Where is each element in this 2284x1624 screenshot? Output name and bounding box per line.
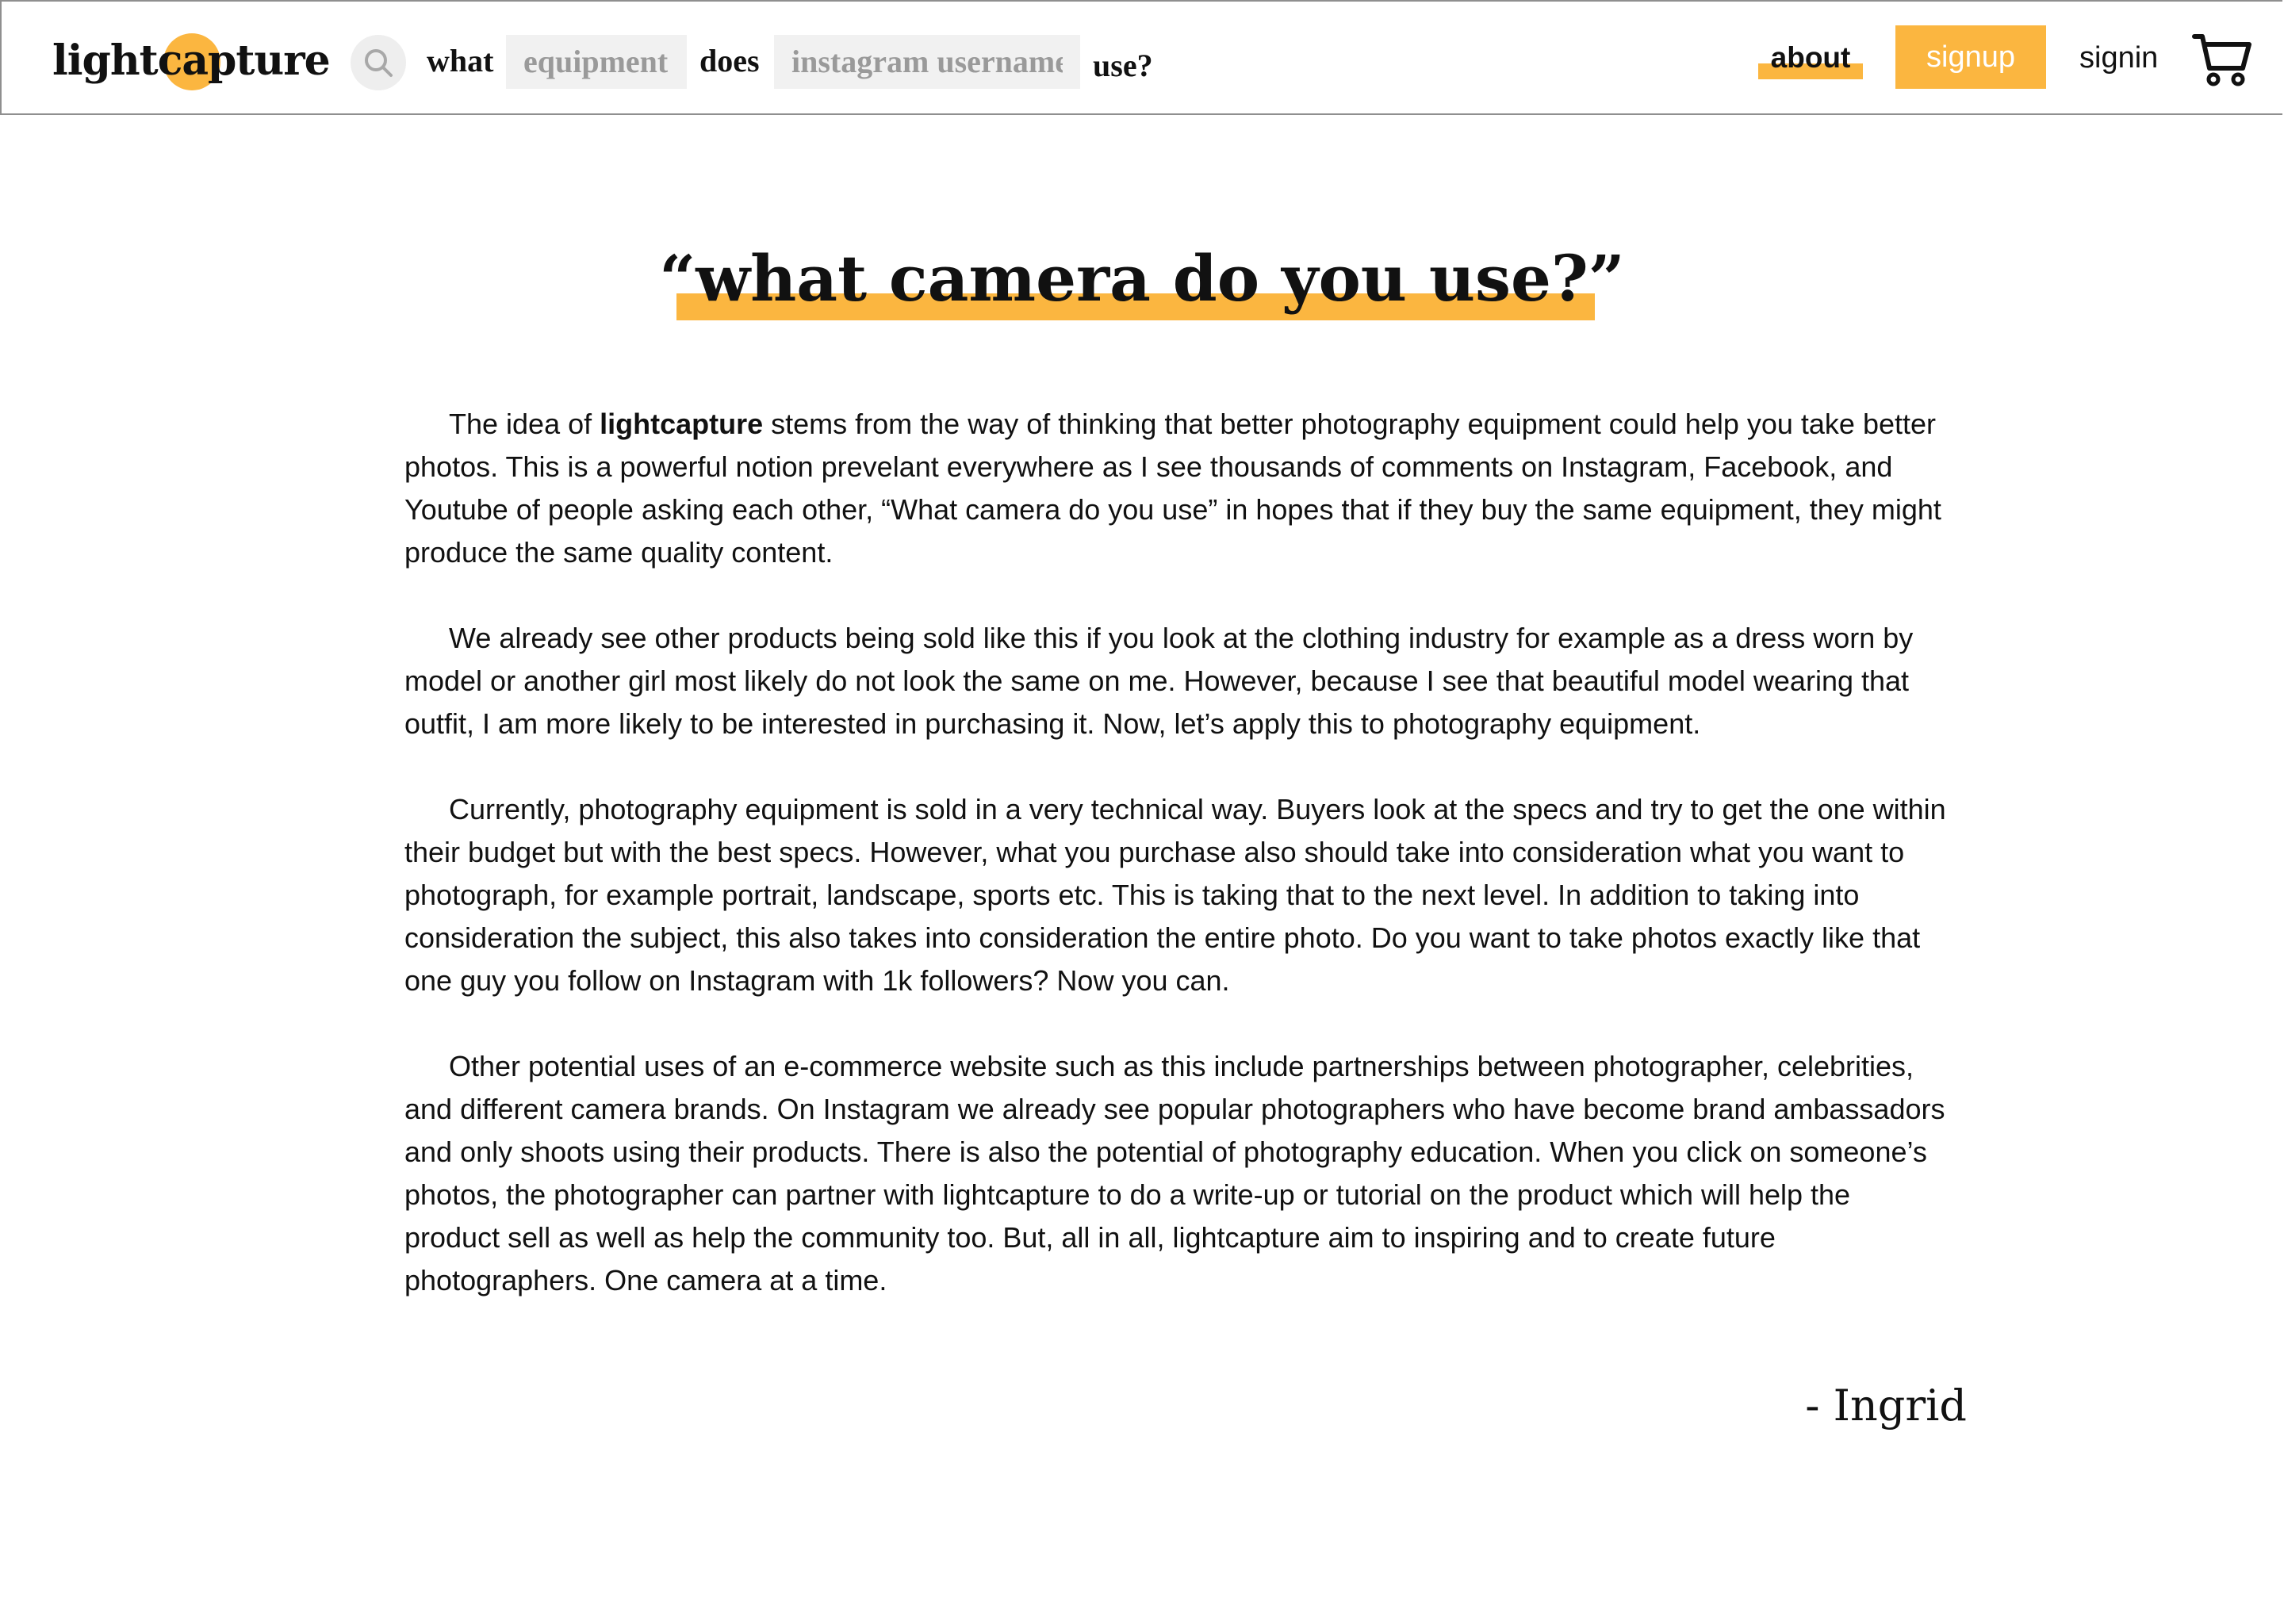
paragraph-1 [404, 403, 1951, 574]
paragraph-3: Currently, photography equipment is sold in a very technical way. Buyers look at the specs and try to get the one within their budget but with the best specs. However, what you purchase also should take into consideration what you want to photograph, for example portrait, landscape, sports etc. This is taking that to the next level. In addition to taking into consideration the subject, this also takes into consideration the entire photo. Do you want to take photos exactly like that one guy you follow on Instagram with 1k followers? Now you can. [404, 793, 1946, 997]
page-title-text: “what camera do you use?” [659, 241, 1625, 316]
search-word-what: what [427, 43, 494, 79]
brand-name: lightcapture [600, 408, 764, 440]
search-word-does: does [699, 43, 760, 79]
signup-button[interactable]: signup [1895, 25, 2046, 89]
instagram-username-input[interactable] [774, 35, 1080, 89]
page-title [659, 235, 1625, 322]
logo[interactable]: lightcapture [52, 36, 330, 85]
signin-link[interactable]: signin [2079, 41, 2159, 75]
author-signature: - Ingrid [1805, 1381, 1967, 1431]
cart-icon [2192, 30, 2252, 87]
about-label: about [1770, 41, 1851, 74]
search-icon [362, 47, 394, 79]
cart-button[interactable] [2192, 30, 2252, 87]
paragraph-2: We already see other products being sold like this if you look at the clothing industry for example as a dress worn by model or another girl most likely do not look the same on me. However, because I see that beautiful model wearing that outfit, I am more likely to be interested in purchasing it. Now, let’s apply this to photography equipment. [404, 622, 1914, 740]
title-wrap [0, 235, 2284, 322]
site-header [0, 0, 2282, 115]
equipment-input[interactable] [506, 35, 687, 89]
nav-about-link[interactable] [1758, 33, 1863, 89]
paragraph-4: Other potential uses of an e-commerce website such as this include partnerships between photographer, celebrities, and different camera brands. On Instagram we already see popular photographers who have become brand ambassadors and only shoots using their products. There is also the potential of photography education. When you click on someone’s photos, the photographer can partner with lightcapture to do a write-up or tutorial on the product which will help the product sell as well as help the community too. But, all in all, lightcapture aim to inspiring and to create future photographers. One camera at a time. [404, 1050, 1945, 1297]
search-button[interactable] [351, 35, 406, 90]
paragraph-1-start: The idea of [449, 408, 600, 440]
search-word-use: use? [1093, 48, 1153, 83]
paragraph-1-rest: stems from the way of thinking that better photography equipment could help you take better photos. This is a powerful notion prevelant everywhere as I see thousands of comments on Instagram, Facebook, and Youtube of people asking each other, “What camera do you use” in hopes that if they buy the same equipment, they might produce the same quality content. [404, 408, 1941, 569]
about-article [404, 403, 1951, 1345]
